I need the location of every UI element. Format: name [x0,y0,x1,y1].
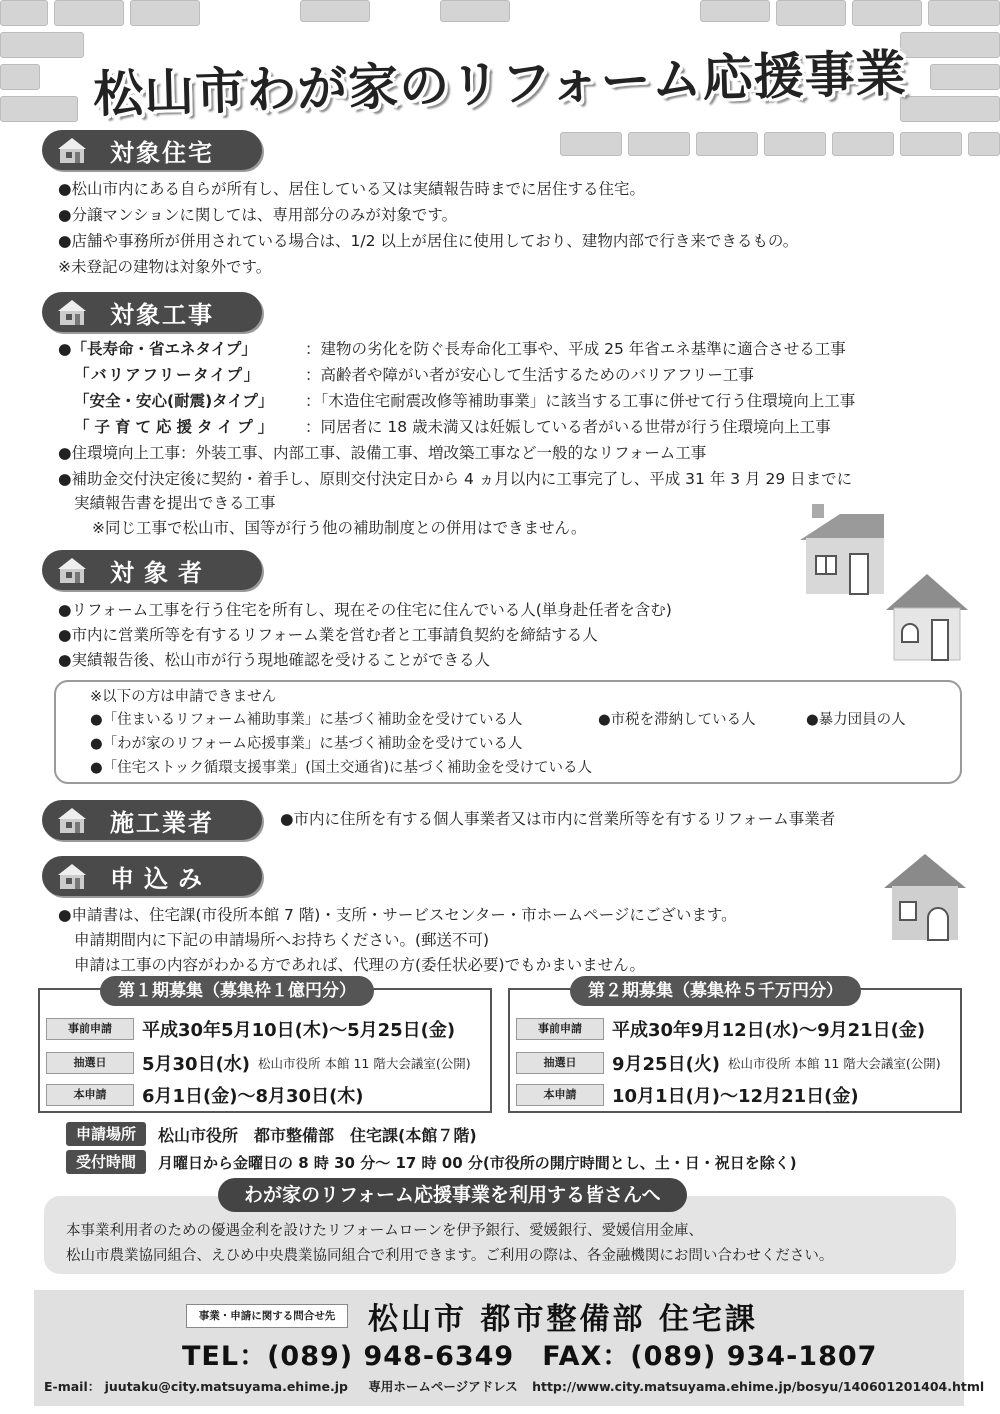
excluded-item-5: ●「住宅ストック循環支援事業」(国土交通省)に基づく補助金を受けている人 [90,760,593,776]
application-line-2: 申請期間内に下記の申請場所へお持ちください。(郵送不可) [74,931,490,949]
house-illustration-2 [886,570,968,662]
contractor-text: ●市内に住所を有する個人事業者又は市内に営業所等を有するリフォーム事業者 [280,810,836,828]
house-icon [52,297,92,327]
hours-label: 受付時間 [66,1150,146,1174]
period-2-box [508,981,962,1113]
notice-title: わが家のリフォーム応援事業を利用する皆さんへ [218,1178,687,1212]
notice-line-2: 松山市農業協同組合、えひめ中央農業協同組合で利用できます。ご利用の際は、各金融機関にお問い合わせください。 [66,1248,834,1264]
work-type-name-4: 「子育て応援タイプ」 [74,418,279,436]
house-icon [52,555,92,585]
work-type-desc-4: ：同居者に 18 歳未満又は妊娠している者がいる世帯が行う住環境向上工事 [305,418,831,436]
hours-value: 月曜日から金曜日の 8 時 30 分～ 17 時 00 分(市役所の開庁時間とし、土・日・祝日を除く) [158,1153,797,1172]
target-person-line-3: ●実績報告後、松山市が行う現地確認を受けることができる人 [58,651,491,669]
period-1-main-label: 本申請 [46,1084,134,1106]
period-1-main-value: 6月1日(金)～8月30日(木) [142,1086,364,1107]
contact-label: 事業・申請に関する問合せ先 [186,1304,348,1328]
work-type-name-2: 「バリアフリータイプ」 [74,366,261,384]
period-1-lottery-value: 5月30日(水) [142,1054,251,1075]
excluded-item-4: ●「わが家のリフォーム応援事業」に基づく補助金を受けている人 [90,736,523,752]
work-env-line: ●住環境向上工事：外装工事、内部工事、設備工事、増改築工事など一般的なリフォーム工事 [58,444,707,462]
period-2-lottery-label: 抽選日 [516,1052,604,1074]
section-heading-target-person: 対象者 [42,550,262,590]
period-2-pre-label: 事前申請 [516,1018,604,1040]
section-heading-target-work: 対象工事 [42,292,262,332]
house-icon [52,135,92,165]
excluded-item-1: ●「住まいるリフォーム補助事業」に基づく補助金を受けている人 [90,712,523,728]
work-contract-line-2: 実績報告書を提出できる工事 [74,494,276,512]
target-house-line-2: ●分譲マンションに関しては、専用部分のみが対象です。 [58,206,458,224]
house-icon [52,805,92,835]
excluded-item-3: ●暴力団員の人 [806,712,906,728]
house-icon [52,861,92,891]
target-house-note: ※未登記の建物は対象外です。 [58,258,272,276]
period-2-lottery-place: 松山市役所 本館 11 階大会議室(公開) [728,1056,941,1071]
work-contract-line-1: ●補助金交付決定後に契約・着手し、原則交付決定日から 4 ヵ月以内に工事完了し、平成 31 年 3 月 29 日までに [58,470,853,488]
web-contact [44,1377,984,1395]
phone-fax: TEL：(089) 948-6349 FAX：(089) 934-1807 [182,1341,878,1372]
work-note: ※同じ工事で松山市、国等が行う他の補助制度との併用はできません。 [92,519,587,537]
house-illustration-1 [800,500,890,596]
place-label: 申請場所 [66,1122,146,1146]
period-1-lottery-label: 抽選日 [46,1052,134,1074]
page-title: 松山市わが家のリフォーム応援事業 [92,44,908,124]
excluded-item-2: ●市税を滞納している人 [598,712,756,728]
web-label: 専用ホームページアドレス [368,1379,518,1394]
work-type-desc-2: ：高齢者や障がい者が安心して生活するためのバリアフリー工事 [305,366,754,384]
work-type-desc-3: ：「木造住宅耐震改修等補助事業」に該当する工事に併せて行う住環境向上工事 [305,392,856,410]
section-heading-contractor: 施工業者 [42,800,262,840]
house-illustration-3 [884,852,966,942]
department-name: 松山市 都市整備部 住宅課 [368,1302,758,1337]
email-label: E-mail： [44,1379,101,1394]
period-2-main-label: 本申請 [516,1084,604,1106]
period-2-pre-value: 平成30年9月12日(水)～9月21日(金) [612,1020,926,1041]
work-type-desc-1: ：建物の劣化を防ぐ長寿命化工事や、平成 25 年省エネ基準に適合させる工事 [305,340,846,358]
excluded-title: ※以下の方は申請できません [90,689,277,705]
period-1-title: 第１期募集（募集枠１億円分） [100,976,374,1006]
period-1-pre-label: 事前申請 [46,1018,134,1040]
application-line-1: ●申請書は、住宅課(市役所本館 7 階)・支所・サービスセンター・市ホームページにございます。 [58,906,737,924]
period-1-pre-value: 平成30年5月10日(木)～5月25日(金) [142,1020,456,1041]
notice-line-1: 本事業利用者のための優遇金利を設けたリフォームローンを伊予銀行、愛媛銀行、愛媛信用金庫、 [66,1223,703,1239]
section-heading-application: 申込み [42,856,262,896]
period-1-lottery-place: 松山市役所 本館 11 階大会議室(公開) [258,1056,471,1071]
email-link[interactable]: juutaku@city.matsuyama.ehime.jp [104,1379,348,1394]
work-type-name-1: ●「長寿命・省エネタイプ」 [58,340,257,358]
target-person-line-1: ●リフォーム工事を行う住宅を所有し、現在その住宅に住んでいる人(単身赴任者を含む) [58,601,672,619]
period-2-title: 第２期募集（募集枠５千万円分） [570,976,861,1006]
application-line-3: 申請は工事の内容がわかる方であれば、代理の方(委任状必要)でもかまいません。 [74,956,646,974]
period-2-main-value: 10月1日(月)～12月21日(金) [612,1086,859,1107]
url-link[interactable]: http://www.city.matsuyama.ehime.jp/bosyu/140601201404.html [532,1379,985,1394]
section-heading-target-house: 対象住宅 [42,130,262,170]
place-value: 松山市役所 都市整備部 住宅課(本館７階) [158,1125,477,1145]
work-type-name-3: 「安全・安心(耐震)タイプ」 [74,392,274,410]
period-2-lottery-value: 9月25日(火) [612,1054,721,1075]
target-person-line-2: ●市内に営業所等を有するリフォーム業を営む者と工事請負契約を締結する人 [58,626,598,644]
target-house-line-1: ●松山市内にある自らが所有し、居住している又は実績報告時までに居住する住宅。 [58,180,646,198]
period-1-box [38,981,492,1113]
target-house-line-3: ●店舗や事務所が併用されている場合は、1/2 以上が居住に使用しており、建物内部で行き来できるもの。 [58,232,799,250]
